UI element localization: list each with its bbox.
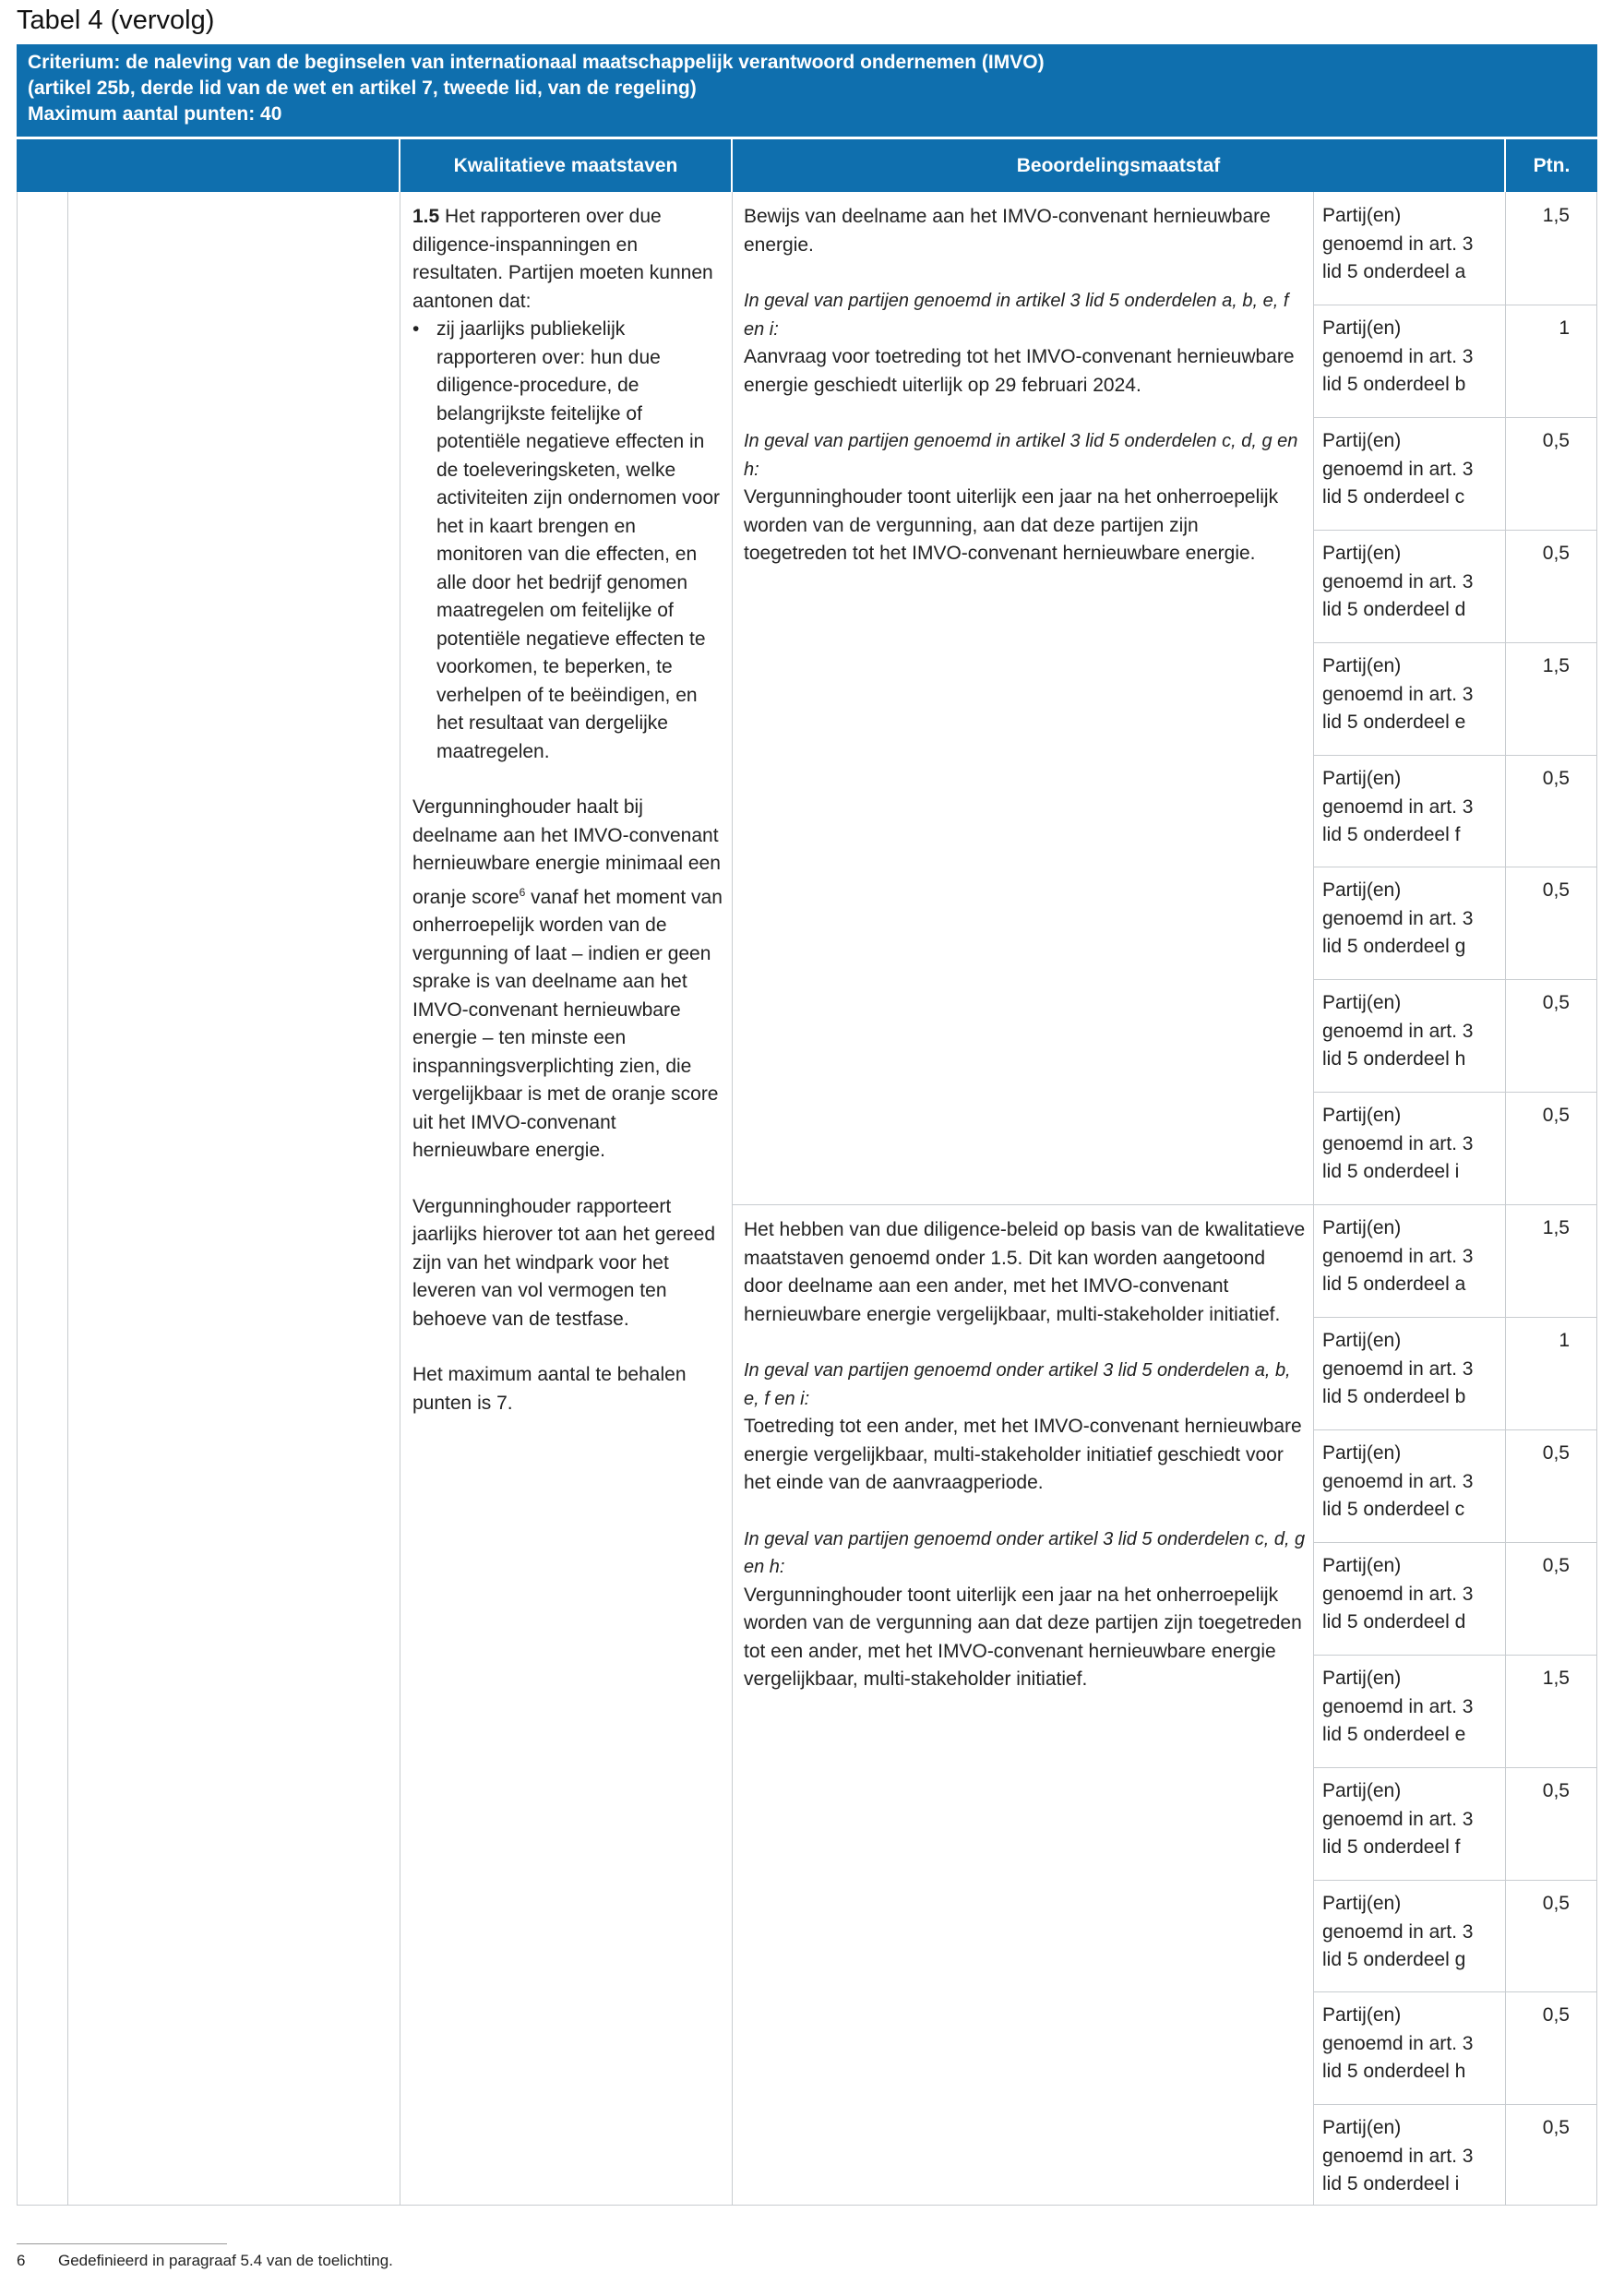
party-part: lid 5 onderdeel c <box>1322 1499 1465 1520</box>
party-line: Partij(en) <box>1322 543 1402 564</box>
criterion-line-2: (artikel 25b, derde lid van de wet en artikel 7, tweede lid, van de regeling) <box>28 78 697 99</box>
party-line: Partij(en) <box>1322 1330 1402 1351</box>
points-cell: 1,5 <box>1542 655 1570 676</box>
assessment-2-text-2: Vergunninghouder toont uiterlijk een jaar na het onherroepelijk worden van de vergunning aan dat deze partijen zijn toegetreden tot een ander, met het IMVO-convenant hernieuwbare energie vergelijkbaar, multi-stakeholder initiatief. <box>744 1584 1302 1690</box>
party-cell <box>1322 1665 1498 1750</box>
grid-line <box>67 192 68 2206</box>
party-line: genoemd in art. 3 <box>1322 2145 1474 2167</box>
party-line: genoemd in art. 3 <box>1322 683 1474 705</box>
party-line: Partij(en) <box>1322 768 1402 789</box>
party-line: Partij(en) <box>1322 317 1402 339</box>
party-line: genoemd in art. 3 <box>1322 1695 1474 1717</box>
points-cell: 0,5 <box>1542 1105 1570 1126</box>
party-line: genoemd in art. 3 <box>1322 1470 1474 1492</box>
points-cell: 0,5 <box>1542 1442 1570 1464</box>
row-divider <box>1313 1542 1597 1543</box>
party-part: lid 5 onderdeel d <box>1322 599 1466 620</box>
qualitative-intro-text: Het rapporteren over due diligence-inspanningen en resultaten. Partijen moeten kunnen aantonen dat: <box>412 206 713 312</box>
party-part: lid 5 onderdeel h <box>1322 1048 1466 1070</box>
party-cell <box>1322 427 1498 512</box>
para2-b: vanaf het moment van onherroepelijk worden van de vergunning of laat – indien er geen sprake is van deelname aan het IMVO-convenant hernieuwbare energie – ten minste een inspanningsverplichting zien, die vergelijkbaar is met de oranje score uit het IMVO-convenant hernieuwbare energie. <box>412 886 723 1161</box>
party-line: Partij(en) <box>1322 430 1402 451</box>
qualitative-para-4: Het maximum aantal te behalen punten is 7. <box>412 1364 687 1414</box>
party-part: lid 5 onderdeel b <box>1322 374 1466 395</box>
party-line: genoemd in art. 3 <box>1322 1920 1474 1943</box>
party-line: Partij(en) <box>1322 1780 1402 1801</box>
party-cell <box>1322 877 1498 962</box>
header-empty <box>17 139 399 192</box>
party-line: genoemd in art. 3 <box>1322 1245 1474 1267</box>
party-cell <box>1322 1102 1498 1187</box>
assessment-1-cond-2: In geval van partijen genoemd in artikel 3 lid 5 onderdelen c, d, g en h: <box>744 431 1298 480</box>
points-cell: 1 <box>1559 1330 1570 1351</box>
points-cell: 0,5 <box>1542 2004 1570 2026</box>
party-line: Partij(en) <box>1322 1668 1402 1689</box>
assessment-1-text-2: Vergunninghouder toont uiterlijk een jaar na het onherroepelijk worden van de vergunning, aan dat deze partijen zijn toegetreden tot het IMVO-convenant hernieuwbare energie. <box>744 486 1279 564</box>
assessment-1-cond-1: In geval van partijen genoemd in artikel 3 lid 5 onderdelen a, b, e, f en i: <box>744 291 1289 340</box>
party-part: lid 5 onderdeel e <box>1322 712 1466 733</box>
party-cell <box>1322 1777 1498 1862</box>
header-assessment: Beoordelingsmaatstaf <box>733 139 1504 192</box>
assessment-2-cond-2: In geval van partijen genoemd onder artikel 3 lid 5 onderdelen c, d, g en h: <box>744 1528 1306 1577</box>
header-points: Ptn. <box>1506 139 1597 192</box>
points-cell: 0,5 <box>1542 1780 1570 1801</box>
party-line: genoemd in art. 3 <box>1322 1020 1474 1042</box>
party-line: genoemd in art. 3 <box>1322 458 1474 480</box>
party-line: Partij(en) <box>1322 2004 1402 2026</box>
footnote-text: Gedefinieerd in paragraaf 5.4 van de toelichting. <box>58 2252 393 2269</box>
row-divider <box>1313 1991 1597 1992</box>
party-cell <box>1322 2002 1498 2087</box>
points-cell: 0,5 <box>1542 1555 1570 1576</box>
party-line: genoemd in art. 3 <box>1322 345 1474 367</box>
party-cell <box>1322 1440 1498 1525</box>
party-line: genoemd in art. 3 <box>1322 2032 1474 2054</box>
party-part: lid 5 onderdeel c <box>1322 486 1465 508</box>
criterion-line-3: Maximum aantal punten: 40 <box>28 103 282 125</box>
row-divider <box>1313 417 1597 418</box>
row-divider <box>1313 1880 1597 1881</box>
assessment-2-lead: Het hebben van due diligence-beleid op basis van de kwalitatieve maatstaven genoemd onder 1.5. Dit kan worden aangetoond door deelname aan een ander, met het IMVO-convenant hernieuwbare energie vergelijkbaar, multi-stakeholder initiatief. <box>744 1219 1306 1325</box>
row-divider <box>1313 1767 1597 1768</box>
points-cell: 1,5 <box>1542 1668 1570 1689</box>
party-line: Partij(en) <box>1322 1105 1402 1126</box>
party-part: lid 5 onderdeel a <box>1322 261 1466 282</box>
assessment-2-cond-1: In geval van partijen genoemd onder artikel 3 lid 5 onderdelen a, b, e, f en i: <box>744 1360 1291 1409</box>
table-title: Tabel 4 (vervolg) <box>17 6 215 35</box>
party-part: lid 5 onderdeel f <box>1322 824 1461 845</box>
criterion-header <box>17 44 1597 137</box>
qualitative-intro <box>412 203 723 316</box>
party-line: Partij(en) <box>1322 655 1402 676</box>
party-line: Partij(en) <box>1322 205 1402 226</box>
row-divider <box>1313 1429 1597 1430</box>
grid-line <box>17 192 18 2206</box>
qualitative-para-3: Vergunninghouder rapporteert jaarlijks hierover tot aan het gereed zijn van het windpark voor het leveren van vol vermogen ten behoeve van de testfase. <box>412 1195 716 1330</box>
party-cell <box>1322 765 1498 850</box>
party-line: genoemd in art. 3 <box>1322 233 1474 255</box>
party-cell <box>1322 540 1498 625</box>
points-cell: 0,5 <box>1542 543 1570 564</box>
footnote-divider <box>17 2243 227 2244</box>
criterion-number: 1.5 <box>412 206 440 227</box>
bullet-dot: • <box>412 318 420 340</box>
party-line: Partij(en) <box>1322 1893 1402 1914</box>
points-cell: 0,5 <box>1542 2117 1570 2138</box>
party-part: lid 5 onderdeel d <box>1322 1611 1466 1632</box>
points-cell: 0,5 <box>1542 430 1570 451</box>
party-cell <box>1322 1327 1498 1412</box>
grid-line <box>732 1204 1320 1205</box>
row-divider <box>1313 979 1597 980</box>
row-divider <box>1313 1092 1597 1093</box>
points-cell: 1 <box>1559 317 1570 339</box>
assessment-1-text-1: Aanvraag voor toetreding tot het IMVO-convenant hernieuwbare energie geschiedt uiterlijk op 29 februari 2024. <box>744 346 1295 396</box>
points-cell: 0,5 <box>1542 879 1570 901</box>
party-line: genoemd in art. 3 <box>1322 795 1474 818</box>
points-cell: 0,5 <box>1542 1893 1570 1914</box>
criterion-line-1: Criterium: de naleving van de beginselen van internationaal maatschappelijk verantwoord ondernemen (IMVO) <box>28 52 1045 73</box>
party-line: Partij(en) <box>1322 992 1402 1013</box>
qualitative-bullet-text: zij jaarlijks publiekelijk rapporteren over: hun due diligence-procedure, de belangrijkste feitelijke of potentiële negatieve effecten in de toeleveringsketen, welke activiteiten zijn ondernomen voor het in kaart brengen en monitoren van die effecten, en alle door het bedrijf genomen maatregelen om feitelijke of potentiële negatieve effecten te voorkomen, te beperken, te verhelpen of te beëindigen, en het resultaat van dergelijke maatregelen. <box>436 318 721 762</box>
party-cell <box>1322 315 1498 400</box>
party-line: Partij(en) <box>1322 1442 1402 1464</box>
grid-line <box>17 2205 1597 2206</box>
points-cell: 1,5 <box>1542 205 1570 226</box>
qualitative-cell <box>412 203 723 1445</box>
header-qualitative: Kwalitatieve maatstaven <box>400 139 731 192</box>
row-divider <box>1313 755 1597 756</box>
row-divider <box>1313 1317 1597 1318</box>
party-part: lid 5 onderdeel b <box>1322 1386 1466 1407</box>
group-divider <box>1313 1204 1597 1205</box>
qualitative-bullet <box>412 316 723 766</box>
party-part: lid 5 onderdeel i <box>1322 2173 1460 2194</box>
party-cell <box>1322 989 1498 1074</box>
party-line: genoemd in art. 3 <box>1322 907 1474 929</box>
party-line: genoemd in art. 3 <box>1322 1132 1474 1154</box>
points-cell: 0,5 <box>1542 768 1570 789</box>
party-part: lid 5 onderdeel f <box>1322 1836 1461 1858</box>
party-part: lid 5 onderdeel g <box>1322 1949 1466 1970</box>
party-cell <box>1322 652 1498 737</box>
points-cell: 1,5 <box>1542 1217 1570 1238</box>
assessment-cell-2 <box>744 1216 1307 1722</box>
assessment-cell-1 <box>744 203 1307 596</box>
footnote-ref: 6 <box>519 885 526 899</box>
party-part: lid 5 onderdeel a <box>1322 1274 1466 1295</box>
party-cell <box>1322 2114 1498 2199</box>
row-divider <box>1313 1655 1597 1656</box>
party-line: genoemd in art. 3 <box>1322 1357 1474 1380</box>
party-cell <box>1322 1552 1498 1637</box>
party-part: lid 5 onderdeel h <box>1322 2061 1466 2082</box>
party-line: Partij(en) <box>1322 1217 1402 1238</box>
row-divider <box>1313 642 1597 643</box>
para2-a: Vergunninghouder haalt bij deelname aan het IMVO-convenant hernieuwbare energie minimaal een oranje score <box>412 796 721 908</box>
party-part: lid 5 onderdeel g <box>1322 936 1466 957</box>
grid-line <box>1313 192 1314 2206</box>
party-line: Partij(en) <box>1322 2117 1402 2138</box>
party-part: lid 5 onderdeel i <box>1322 1161 1460 1182</box>
assessment-1-lead: Bewijs van deelname aan het IMVO-convenant hernieuwbare energie. <box>744 206 1271 256</box>
party-line: genoemd in art. 3 <box>1322 1808 1474 1830</box>
party-part: lid 5 onderdeel e <box>1322 1724 1466 1745</box>
row-divider <box>1313 530 1597 531</box>
row-divider <box>1313 2104 1597 2105</box>
qualitative-para-2 <box>412 794 723 1166</box>
points-cell: 0,5 <box>1542 992 1570 1013</box>
party-cell <box>1322 1214 1498 1299</box>
party-line: genoemd in art. 3 <box>1322 570 1474 592</box>
party-cell <box>1322 1890 1498 1975</box>
party-line: Partij(en) <box>1322 1555 1402 1576</box>
party-line: Partij(en) <box>1322 879 1402 901</box>
assessment-2-text-1: Toetreding tot een ander, met het IMVO-convenant hernieuwbare energie vergelijkbaar, multi-stakeholder initiatief geschiedt voor het einde van de aanvraagperiode. <box>744 1416 1302 1493</box>
footnote-number: 6 <box>17 2252 26 2269</box>
party-cell <box>1322 202 1498 287</box>
party-line: genoemd in art. 3 <box>1322 1583 1474 1605</box>
grid-line <box>1596 192 1597 2206</box>
grid-line <box>732 192 733 2206</box>
